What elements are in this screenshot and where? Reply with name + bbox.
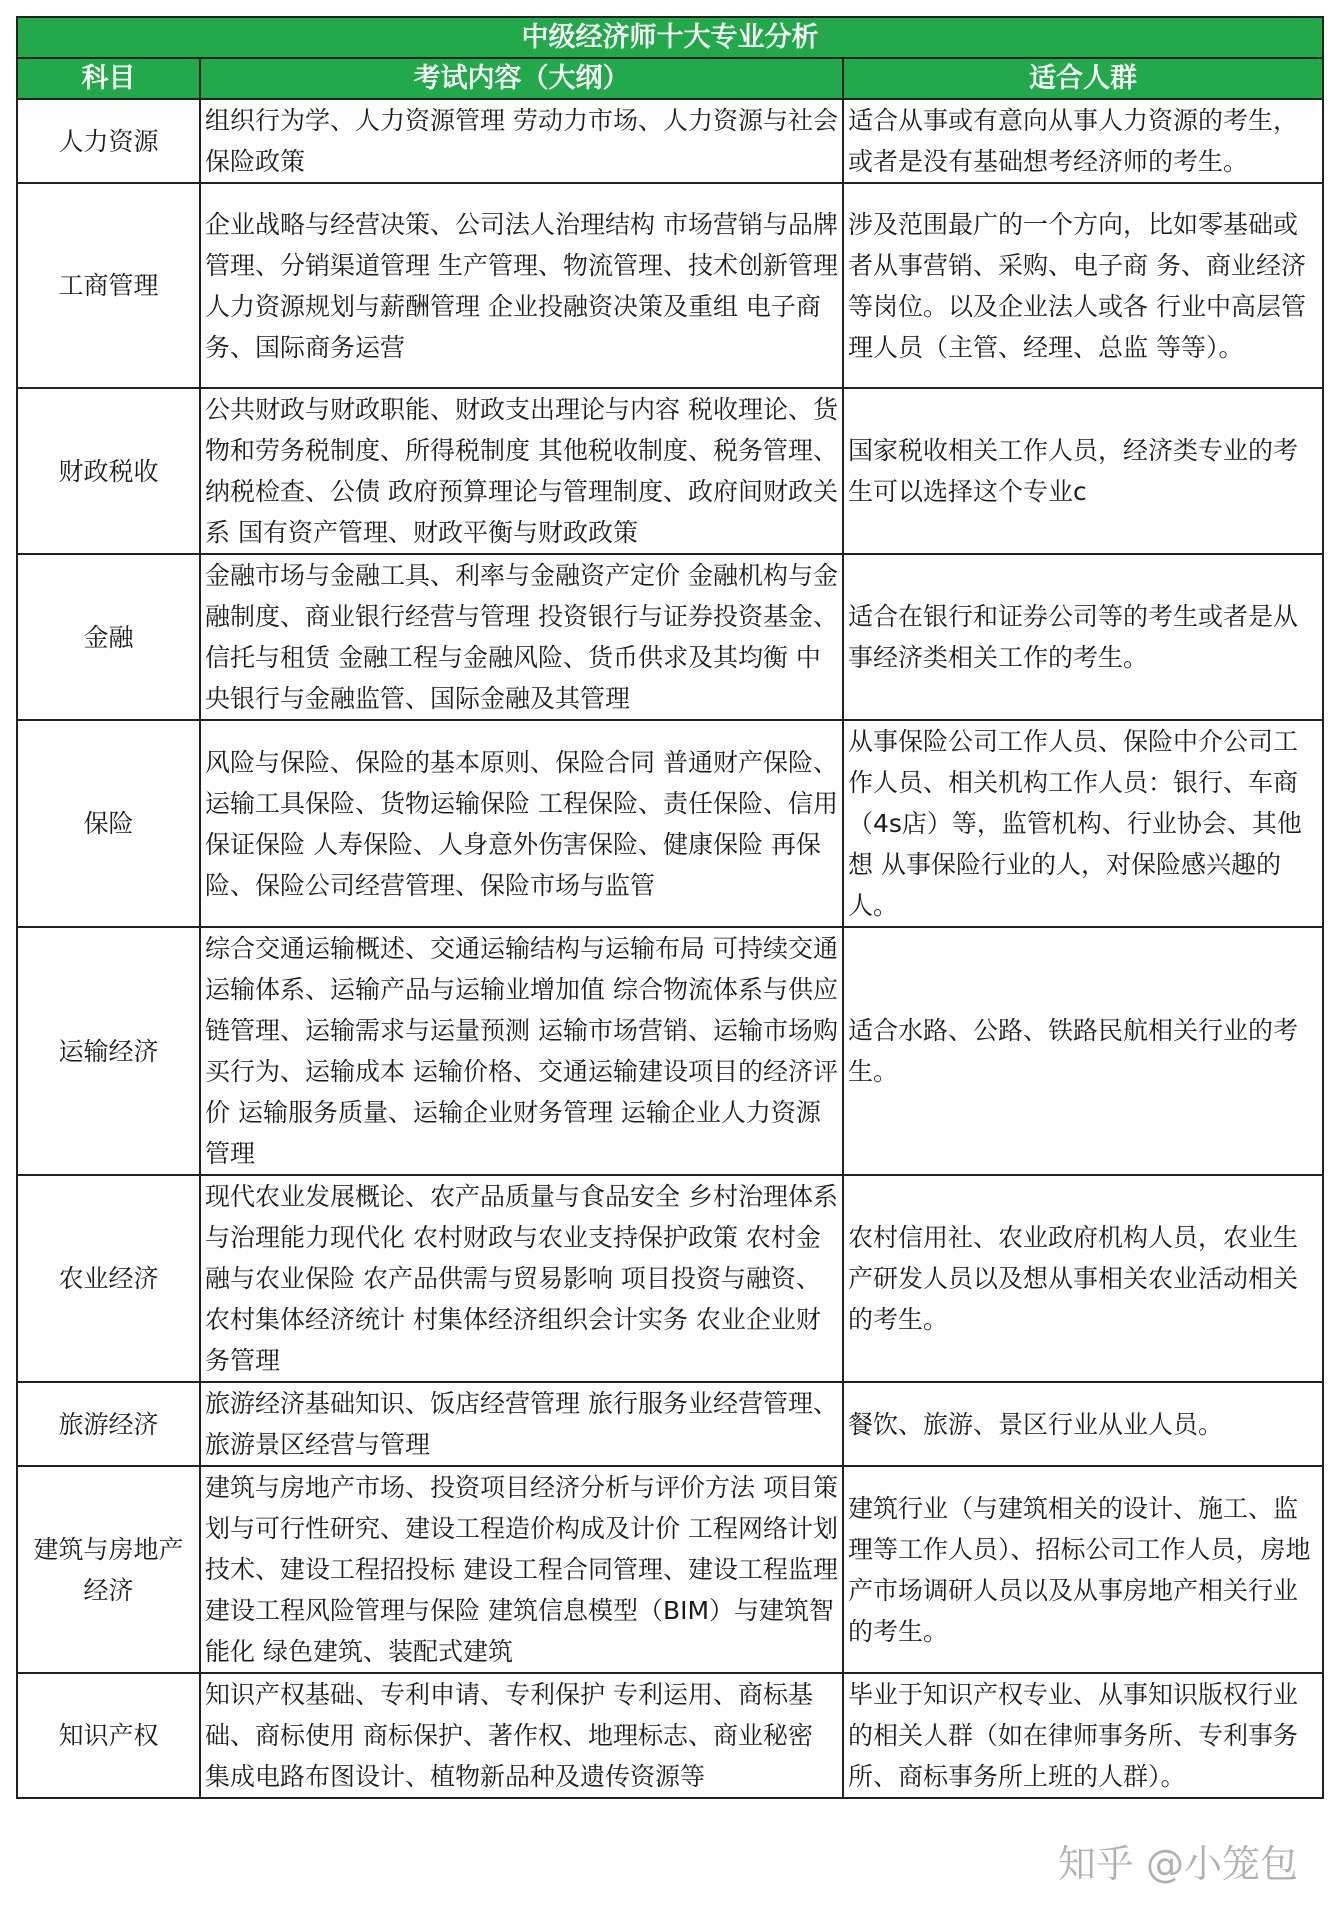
header-content: 考试内容（大纲） — [200, 58, 843, 99]
subject-cell: 财政税收 — [17, 388, 200, 554]
table-row — [17, 1466, 1323, 1673]
header-subject: 科目 — [17, 58, 200, 99]
subject-cell: 旅游经济 — [17, 1382, 200, 1466]
table-row — [17, 99, 1323, 183]
table-title: 中级经济师十大专业分析 — [17, 17, 1323, 58]
majors-table — [16, 16, 1324, 1799]
table-row — [17, 1673, 1323, 1798]
subject-cell: 运输经济 — [17, 927, 200, 1175]
table-row — [17, 554, 1323, 720]
subject-cell: 金融 — [17, 554, 200, 720]
content-cell: 组织行为学、人力资源管理 劳动力市场、人力资源与社会保险政策 — [200, 99, 843, 183]
subject-cell: 人力资源 — [17, 99, 200, 183]
content-cell: 风险与保险、保险的基本原则、保险合同 普通财产保险、运输工具保险、货物运输保险 工程保险、责任保险、信用保证保险 人寿保险、人身意外伤害保险、健康保险 再保险、保险公司经营管理、保险市场与监管 — [200, 720, 843, 927]
table-row — [17, 388, 1323, 554]
header-audience: 适合人群 — [843, 58, 1323, 99]
audience-cell: 毕业于知识产权专业、从事知识版权行业的相关人群（如在律师事务所、专利事务所、商标事务所上班的人群）。 — [843, 1673, 1323, 1798]
subject-cell: 农业经济 — [17, 1175, 200, 1382]
content-cell: 公共财政与财政职能、财政支出理论与内容 税收理论、货物和劳务税制度、所得税制度 其他税收制度、税务管理、纳税检查、公债 政府预算理论与管理制度、政府间财政关系 国有资产管理、财政平衡与财政政策 — [200, 388, 843, 554]
audience-cell: 适合从事或有意向从事人力资源的考生，或者是没有基础想考经济师的考生。 — [843, 99, 1323, 183]
subject-cell: 工商管理 — [17, 183, 200, 388]
watermark: 知乎 @小笼包 — [1057, 1842, 1298, 1886]
table-row — [17, 183, 1323, 388]
content-cell: 现代农业发展概论、农产品质量与食品安全 乡村治理体系与治理能力现代化 农村财政与农业支持保护政策 农村金融与农业保险 农产品供需与贸易影响 项目投资与融资、农村集体经济统计 村集体经济组织会计实务 农业企业财务管理 — [200, 1175, 843, 1382]
subject-cell: 保险 — [17, 720, 200, 927]
content-cell: 知识产权基础、专利申请、专利保护 专利运用、商标基础、商标使用 商标保护、著作权、地理标志、商业秘密 集成电路布图设计、植物新品种及遗传资源等 — [200, 1673, 843, 1798]
audience-cell: 农村信用社、农业政府机构人员，农业生产研发人员以及想从事相关农业活动相关的考生。 — [843, 1175, 1323, 1382]
content-cell: 金融市场与金融工具、利率与金融资产定价 金融机构与金融制度、商业银行经营与管理 投资银行与证券投资基金、信托与租赁 金融工程与金融风险、货币供求及其均衡 中央银行与金融监管、国际金融及其管理 — [200, 554, 843, 720]
audience-cell: 餐饮、旅游、景区行业从业人员。 — [843, 1382, 1323, 1466]
audience-cell: 建筑行业（与建筑相关的设计、施工、监理等工作人员）、招标公司工作人员，房地产市场调研人员以及从事房地产相关行业的考生。 — [843, 1466, 1323, 1673]
table-row — [17, 1175, 1323, 1382]
subject-cell: 知识产权 — [17, 1673, 200, 1798]
table-row — [17, 1382, 1323, 1466]
table-row — [17, 720, 1323, 927]
content-cell: 旅游经济基础知识、饭店经营管理 旅行服务业经营管理、旅游景区经营与管理 — [200, 1382, 843, 1466]
content-cell: 建筑与房地产市场、投资项目经济分析与评价方法 项目策划与可行性研究、建设工程造价构成及计价 工程网络计划技术、建设工程招投标 建设工程合同管理、建设工程监理 建设工程风险管理与保险 建筑信息模型（BIM）与建筑智能化 绿色建筑、装配式建筑 — [200, 1466, 843, 1673]
audience-cell: 适合在银行和证券公司等的考生或者是从事经济类相关工作的考生。 — [843, 554, 1323, 720]
audience-cell: 国家税收相关工作人员，经济类专业的考生可以选择这个专业c — [843, 388, 1323, 554]
audience-cell: 适合水路、公路、铁路民航相关行业的考生。 — [843, 927, 1323, 1175]
subject-cell: 建筑与房地产经济 — [17, 1466, 200, 1673]
table-row — [17, 927, 1323, 1175]
content-cell: 企业战略与经营决策、公司法人治理结构 市场营销与品牌管理、分销渠道管理 生产管理、物流管理、技术创新管理 人力资源规划与薪酬管理 企业投融资决策及重组 电子商务、国际商务运营 — [200, 183, 843, 388]
content-cell: 综合交通运输概述、交通运输结构与运输布局 可持续交通运输体系、运输产品与运输业增加值 综合物流体系与供应链管理、运输需求与运量预测 运输市场营销、运输市场购买行为、运输成本 运输价格、交通运输建设项目的经济评价 运输服务质量、运输企业财务管理 运输企业人力资源管理 — [200, 927, 843, 1175]
audience-cell: 涉及范围最广的一个方向，比如零基础或者从事营销、采购、电子商 务、商业经济等岗位。以及企业法人或各 行业中高层管理人员（主管、经理、总监 等等）。 — [843, 183, 1323, 388]
audience-cell: 从事保险公司工作人员、保险中介公司工作人员、相关机构工作人员：银行、车商（4s店）等，监管机构、行业协会、其他想 从事保险行业的人，对保险感兴趣的人。 — [843, 720, 1323, 927]
